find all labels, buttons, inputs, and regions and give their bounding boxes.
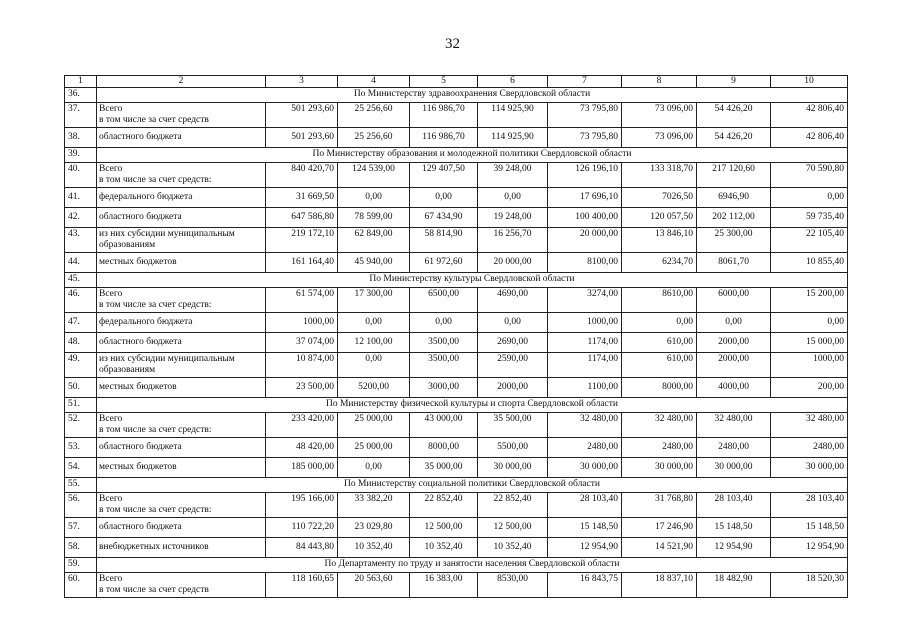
- value-cell: 2590,00: [478, 353, 548, 378]
- value-cell: 22 852,40: [410, 493, 478, 518]
- page-number: 32: [445, 36, 460, 52]
- row-description: [97, 288, 266, 313]
- row-description: [97, 518, 266, 538]
- row-description: [97, 253, 266, 273]
- value-cell: 12 954,90: [697, 538, 771, 558]
- section-title: По Министерству образования и молодежной политики Свердловской области: [97, 148, 848, 163]
- value-cell: 610,00: [622, 353, 697, 378]
- value-cell: 1174,00: [548, 333, 622, 353]
- value-cell: 1000,00: [266, 313, 338, 333]
- description-line: в том числе за счет средств: [99, 585, 209, 595]
- value-cell: 0,00: [338, 353, 410, 378]
- section-row: [65, 478, 848, 493]
- value-cell: 0,00: [338, 458, 410, 478]
- table-row: [65, 378, 848, 398]
- value-cell: 32 480,00: [697, 413, 771, 438]
- description-line: местных бюджетов: [99, 382, 177, 392]
- value-cell: 67 434,90: [410, 208, 478, 228]
- column-header-5: 5: [410, 76, 478, 88]
- value-cell: 3274,00: [548, 288, 622, 313]
- row-number: 54.: [65, 458, 97, 478]
- value-cell: 2000,00: [697, 333, 771, 353]
- table-row: [65, 333, 848, 353]
- row-description: [97, 313, 266, 333]
- table-row: [65, 188, 848, 208]
- value-cell: 39 248,00: [478, 163, 548, 188]
- table-row: [65, 493, 848, 518]
- table-row: [65, 228, 848, 253]
- value-cell: 2480,00: [622, 438, 697, 458]
- section-title: По Департаменту по труду и занятости населения Свердловской области: [97, 558, 848, 573]
- value-cell: 0,00: [478, 188, 548, 208]
- row-number: 45.: [65, 273, 97, 288]
- value-cell: 8530,00: [478, 573, 548, 598]
- row-number: 41.: [65, 188, 97, 208]
- value-cell: 6946,90: [697, 188, 771, 208]
- value-cell: 161 164,40: [266, 253, 338, 273]
- row-description: [97, 103, 266, 128]
- value-cell: 219 172,10: [266, 228, 338, 253]
- row-number: 43.: [65, 228, 97, 253]
- value-cell: 30 000,00: [622, 458, 697, 478]
- value-cell: 3500,00: [410, 333, 478, 353]
- row-number: 42.: [65, 208, 97, 228]
- value-cell: 37 074,00: [266, 333, 338, 353]
- row-description: [97, 228, 266, 253]
- value-cell: 28 103,40: [548, 493, 622, 518]
- value-cell: 12 954,90: [771, 538, 848, 558]
- column-header-7: 7: [548, 76, 622, 88]
- value-cell: 0,00: [771, 188, 848, 208]
- description-line: областного бюджета: [99, 522, 182, 532]
- value-cell: 28 103,40: [771, 493, 848, 518]
- description-line: в том числе за счет средств: [99, 115, 209, 125]
- description-line: Всего: [99, 574, 123, 584]
- value-cell: 14 521,90: [622, 538, 697, 558]
- section-row: [65, 88, 848, 103]
- value-cell: 13 846,10: [622, 228, 697, 253]
- value-cell: 10 352,40: [478, 538, 548, 558]
- value-cell: 5200,00: [338, 378, 410, 398]
- row-number: 60.: [65, 573, 97, 598]
- value-cell: 0,00: [338, 188, 410, 208]
- value-cell: 25 256,60: [338, 103, 410, 128]
- row-description: [97, 538, 266, 558]
- value-cell: 20 000,00: [548, 228, 622, 253]
- row-description: [97, 458, 266, 478]
- row-description: [97, 333, 266, 353]
- row-number: 52.: [65, 413, 97, 438]
- row-number: 40.: [65, 163, 97, 188]
- value-cell: 15 148,50: [548, 518, 622, 538]
- value-cell: 33 382,20: [338, 493, 410, 518]
- section-title: По Министерству социальной политики Свердловской области: [97, 478, 848, 493]
- value-cell: 16 256,70: [478, 228, 548, 253]
- value-cell: 200,00: [771, 378, 848, 398]
- row-number: 49.: [65, 353, 97, 378]
- budget-table: [64, 75, 848, 598]
- row-number: 53.: [65, 438, 97, 458]
- value-cell: 114 925,90: [478, 103, 548, 128]
- value-cell: 25 000,00: [338, 413, 410, 438]
- column-header-4: 4: [338, 76, 410, 88]
- value-cell: 17 300,00: [338, 288, 410, 313]
- value-cell: 15 148,50: [697, 518, 771, 538]
- value-cell: 28 103,40: [697, 493, 771, 518]
- table-row: [65, 413, 848, 438]
- description-line: федерального бюджета: [99, 317, 193, 327]
- row-number: 51.: [65, 398, 97, 413]
- value-cell: 202 112,00: [697, 208, 771, 228]
- row-number: 38.: [65, 128, 97, 148]
- column-header-3: 3: [266, 76, 338, 88]
- value-cell: 17 696,10: [548, 188, 622, 208]
- description-line: областного бюджета: [99, 132, 182, 142]
- value-cell: 15 000,00: [771, 333, 848, 353]
- value-cell: 10 855,40: [771, 253, 848, 273]
- value-cell: 8100,00: [548, 253, 622, 273]
- value-cell: 3500,00: [410, 353, 478, 378]
- table-row: [65, 253, 848, 273]
- description-line: Всего: [99, 494, 123, 504]
- description-line: Всего: [99, 104, 123, 114]
- value-cell: 12 500,00: [478, 518, 548, 538]
- row-number: 59.: [65, 558, 97, 573]
- value-cell: 23 500,00: [266, 378, 338, 398]
- row-number: 36.: [65, 88, 97, 103]
- value-cell: 42 806,40: [771, 128, 848, 148]
- row-number: 58.: [65, 538, 97, 558]
- value-cell: 114 925,90: [478, 128, 548, 148]
- description-line: из них субсидии муниципальным: [99, 354, 235, 364]
- column-header-8: 8: [622, 76, 697, 88]
- value-cell: 73 795,80: [548, 103, 622, 128]
- description-line: Всего: [99, 414, 123, 424]
- section-row: [65, 273, 848, 288]
- row-number: 46.: [65, 288, 97, 313]
- value-cell: 59 735,40: [771, 208, 848, 228]
- table-row: [65, 103, 848, 128]
- value-cell: 100 400,00: [548, 208, 622, 228]
- section-title: По Министерству культуры Свердловской области: [97, 273, 848, 288]
- value-cell: 7026,50: [622, 188, 697, 208]
- value-cell: 70 590,80: [771, 163, 848, 188]
- column-header-1: 1: [65, 76, 97, 88]
- row-description: [97, 208, 266, 228]
- value-cell: 23 029,80: [338, 518, 410, 538]
- value-cell: 54 426,20: [697, 103, 771, 128]
- value-cell: 2480,00: [548, 438, 622, 458]
- value-cell: 43 000,00: [410, 413, 478, 438]
- value-cell: 3000,00: [410, 378, 478, 398]
- row-description: [97, 413, 266, 438]
- value-cell: 8000,00: [622, 378, 697, 398]
- description-line: областного бюджета: [99, 212, 182, 222]
- value-cell: 32 480,00: [771, 413, 848, 438]
- description-line: из них субсидии муниципальным: [99, 229, 235, 239]
- row-number: 55.: [65, 478, 97, 493]
- value-cell: 18 520,30: [771, 573, 848, 598]
- row-description: [97, 188, 266, 208]
- value-cell: 17 246,90: [622, 518, 697, 538]
- value-cell: 20 563,60: [338, 573, 410, 598]
- value-cell: 18 482,90: [697, 573, 771, 598]
- description-line: в том числе за счет средств:: [99, 505, 212, 515]
- value-cell: 118 160,65: [266, 573, 338, 598]
- value-cell: 20 000,00: [478, 253, 548, 273]
- value-cell: 54 426,20: [697, 128, 771, 148]
- value-cell: 233 420,00: [266, 413, 338, 438]
- value-cell: 10 352,40: [338, 538, 410, 558]
- value-cell: 32 480,00: [622, 413, 697, 438]
- value-cell: 30 000,00: [478, 458, 548, 478]
- value-cell: 2000,00: [697, 353, 771, 378]
- value-cell: 129 407,50: [410, 163, 478, 188]
- value-cell: 2480,00: [771, 438, 848, 458]
- value-cell: 0,00: [771, 313, 848, 333]
- value-cell: 15 148,50: [771, 518, 848, 538]
- value-cell: 42 806,40: [771, 103, 848, 128]
- value-cell: 120 057,50: [622, 208, 697, 228]
- value-cell: 16 843,75: [548, 573, 622, 598]
- value-cell: 647 586,80: [266, 208, 338, 228]
- table-row: [65, 313, 848, 333]
- row-number: 48.: [65, 333, 97, 353]
- table-row: [65, 163, 848, 188]
- value-cell: 25 300,00: [697, 228, 771, 253]
- value-cell: 0,00: [338, 313, 410, 333]
- row-description: [97, 353, 266, 378]
- value-cell: 1000,00: [771, 353, 848, 378]
- value-cell: 4690,00: [478, 288, 548, 313]
- value-cell: 124 539,00: [338, 163, 410, 188]
- description-line: образованиям: [99, 365, 156, 375]
- value-cell: 5500,00: [478, 438, 548, 458]
- column-header-6: 6: [478, 76, 548, 88]
- value-cell: 30 000,00: [548, 458, 622, 478]
- value-cell: 25 256,60: [338, 128, 410, 148]
- description-line: областного бюджета: [99, 442, 182, 452]
- row-number: 57.: [65, 518, 97, 538]
- description-line: федерального бюджета: [99, 192, 193, 202]
- table-header-row: [65, 76, 848, 88]
- value-cell: 0,00: [410, 313, 478, 333]
- value-cell: 73 096,00: [622, 103, 697, 128]
- description-line: в том числе за счет средств:: [99, 175, 212, 185]
- value-cell: 6234,70: [622, 253, 697, 273]
- value-cell: 22 852,40: [478, 493, 548, 518]
- value-cell: 10 352,40: [410, 538, 478, 558]
- row-description: [97, 163, 266, 188]
- value-cell: 12 954,90: [548, 538, 622, 558]
- value-cell: 1000,00: [548, 313, 622, 333]
- value-cell: 1100,00: [548, 378, 622, 398]
- table-row: [65, 288, 848, 313]
- value-cell: 0,00: [410, 188, 478, 208]
- section-title: По Министерству физической культуры и спорта Свердловской области: [97, 398, 848, 413]
- value-cell: 18 837,10: [622, 573, 697, 598]
- value-cell: 84 443,80: [266, 538, 338, 558]
- description-line: внебюджетных источников: [99, 542, 209, 552]
- value-cell: 8000,00: [410, 438, 478, 458]
- value-cell: 2000,00: [478, 378, 548, 398]
- row-number: 50.: [65, 378, 97, 398]
- row-description: [97, 128, 266, 148]
- section-row: [65, 398, 848, 413]
- value-cell: 62 849,00: [338, 228, 410, 253]
- value-cell: 8061,70: [697, 253, 771, 273]
- table-row: [65, 458, 848, 478]
- row-number: 39.: [65, 148, 97, 163]
- table-row: [65, 353, 848, 378]
- value-cell: 15 200,00: [771, 288, 848, 313]
- value-cell: 1174,00: [548, 353, 622, 378]
- description-line: Всего: [99, 289, 123, 299]
- description-line: местных бюджетов: [99, 462, 177, 472]
- value-cell: 45 940,00: [338, 253, 410, 273]
- value-cell: 0,00: [478, 313, 548, 333]
- value-cell: 58 814,90: [410, 228, 478, 253]
- value-cell: 185 000,00: [266, 458, 338, 478]
- row-number: 47.: [65, 313, 97, 333]
- value-cell: 19 248,00: [478, 208, 548, 228]
- value-cell: 73 795,80: [548, 128, 622, 148]
- row-description: [97, 438, 266, 458]
- value-cell: 2690,00: [478, 333, 548, 353]
- row-number: 56.: [65, 493, 97, 518]
- value-cell: 501 293,60: [266, 128, 338, 148]
- value-cell: 6000,00: [697, 288, 771, 313]
- description-line: Всего: [99, 164, 123, 174]
- table-row: [65, 573, 848, 598]
- value-cell: 116 986,70: [410, 128, 478, 148]
- row-description: [97, 378, 266, 398]
- value-cell: 73 096,00: [622, 128, 697, 148]
- table-row: [65, 518, 848, 538]
- table-row: [65, 538, 848, 558]
- value-cell: 195 166,00: [266, 493, 338, 518]
- column-header-2: 2: [97, 76, 266, 88]
- value-cell: 840 420,70: [266, 163, 338, 188]
- value-cell: 110 722,20: [266, 518, 338, 538]
- row-number: 37.: [65, 103, 97, 128]
- value-cell: 0,00: [697, 313, 771, 333]
- value-cell: 35 000,00: [410, 458, 478, 478]
- description-line: в том числе за счет средств:: [99, 300, 212, 310]
- value-cell: 32 480,00: [548, 413, 622, 438]
- section-row: [65, 558, 848, 573]
- value-cell: 610,00: [622, 333, 697, 353]
- table-row: [65, 128, 848, 148]
- value-cell: 126 196,10: [548, 163, 622, 188]
- value-cell: 12 500,00: [410, 518, 478, 538]
- value-cell: 61 574,00: [266, 288, 338, 313]
- column-header-10: 10: [771, 76, 848, 88]
- description-line: областного бюджета: [99, 337, 182, 347]
- table-row: [65, 208, 848, 228]
- value-cell: 35 500,00: [478, 413, 548, 438]
- row-description: [97, 493, 266, 518]
- value-cell: 217 120,60: [697, 163, 771, 188]
- value-cell: 30 000,00: [771, 458, 848, 478]
- value-cell: 22 105,40: [771, 228, 848, 253]
- description-line: в том числе за счет средств:: [99, 425, 212, 435]
- value-cell: 25 000,00: [338, 438, 410, 458]
- value-cell: 116 986,70: [410, 103, 478, 128]
- value-cell: 10 874,00: [266, 353, 338, 378]
- value-cell: 12 100,00: [338, 333, 410, 353]
- value-cell: 78 599,00: [338, 208, 410, 228]
- value-cell: 8610,00: [622, 288, 697, 313]
- row-description: [97, 573, 266, 598]
- value-cell: 30 000,00: [697, 458, 771, 478]
- table-row: [65, 438, 848, 458]
- section-title: По Министерству здравоохранения Свердловской области: [97, 88, 848, 103]
- value-cell: 61 972,60: [410, 253, 478, 273]
- column-header-9: 9: [697, 76, 771, 88]
- row-number: 44.: [65, 253, 97, 273]
- value-cell: 0,00: [622, 313, 697, 333]
- value-cell: 16 383,00: [410, 573, 478, 598]
- description-line: местных бюджетов: [99, 257, 177, 267]
- value-cell: 2480,00: [697, 438, 771, 458]
- description-line: образованиям: [99, 240, 156, 250]
- value-cell: 48 420,00: [266, 438, 338, 458]
- value-cell: 501 293,60: [266, 103, 338, 128]
- value-cell: 31 768,80: [622, 493, 697, 518]
- value-cell: 133 318,70: [622, 163, 697, 188]
- section-row: [65, 148, 848, 163]
- value-cell: 4000,00: [697, 378, 771, 398]
- value-cell: 31 669,50: [266, 188, 338, 208]
- value-cell: 6500,00: [410, 288, 478, 313]
